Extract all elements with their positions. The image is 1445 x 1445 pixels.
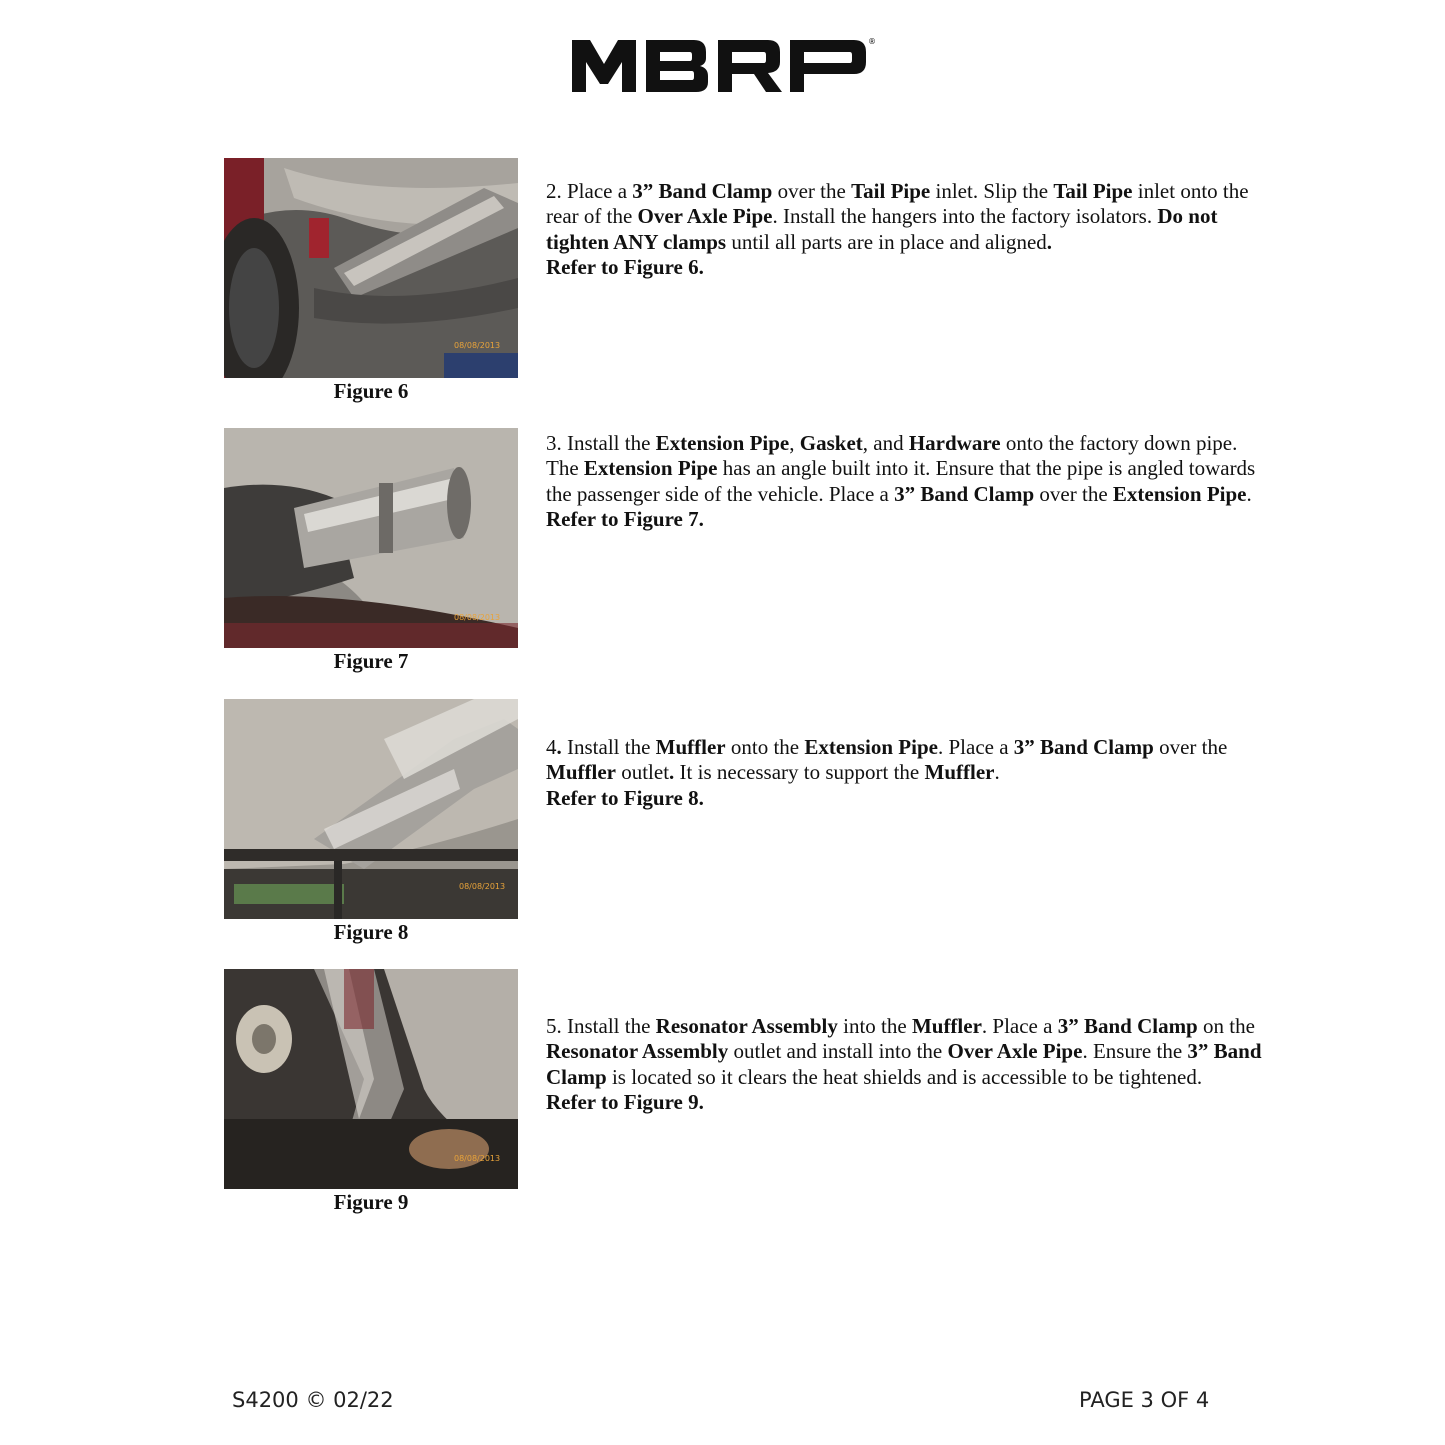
step-3-reference: Refer to Figure 7.	[546, 506, 704, 531]
figure-6-image	[224, 158, 518, 378]
page-number: PAGE 3 OF 4	[1079, 1388, 1210, 1412]
figure-8-caption: Figure 8	[333, 920, 409, 944]
figure-7-photo	[224, 428, 518, 648]
figure-7-image	[224, 428, 518, 648]
step-4-text: 4. Install the Muffler onto the Extension Pipe. Place a 3” Band Clamp over the Muffler outlet. It is necessary to support the Muffler. Refer to Figure 8.	[546, 735, 1266, 811]
step-3-text: 3. Install the Extension Pipe, Gasket, and Hardware onto the factory down pipe. The Extension Pipe has an angle built into it. Ensure that the pipe is angled towards the passenger side of the vehicle. Place a 3” Band Clamp over the Extension Pipe. Refer to Figure 7.	[546, 431, 1266, 532]
svg-text:08/08/2013: 08/08/2013	[454, 1154, 501, 1163]
svg-text:08/08/2013: 08/08/2013	[454, 341, 501, 350]
step-5-reference: Refer to Figure 9.	[546, 1089, 704, 1114]
svg-text:08/08/2013: 08/08/2013	[454, 613, 501, 622]
svg-text:08/08/2013: 08/08/2013	[459, 882, 506, 891]
figure-9-caption: Figure 9	[333, 1190, 409, 1214]
figure-8-photo	[224, 699, 518, 919]
figure-6-photo	[224, 158, 518, 378]
step-2-reference: Refer to Figure 6.	[546, 254, 704, 279]
figure-9-image	[224, 969, 518, 1189]
figure-7-caption: Figure 7	[333, 649, 409, 673]
step-5-text: 5. Install the Resonator Assembly into the Muffler. Place a 3” Band Clamp on the Resonator Assembly outlet and install into the Over Axle Pipe. Ensure the 3” Band Clamp is located so it clears the heat shields and is accessible to be tightened. Refer to Figure 9.	[546, 1014, 1266, 1115]
mbrp-logo-mark	[568, 30, 878, 100]
step-2-text: 2. Place a 3” Band Clamp over the Tail Pipe inlet. Slip the Tail Pipe inlet onto the rear of the Over Axle Pipe. Install the hangers into the factory isolators. Do not tighten ANY clamps until all parts are in place and aligned. Refer to Figure 6.	[546, 179, 1266, 280]
document-code: S4200 © 02/22	[232, 1388, 394, 1412]
figure-6-caption: Figure 6	[333, 379, 409, 403]
svg-text:®: ®	[868, 37, 876, 46]
step-4-reference: Refer to Figure 8.	[546, 785, 704, 810]
figure-8-image	[224, 699, 518, 919]
mbrp-logo	[568, 30, 878, 100]
figure-9-photo	[224, 969, 518, 1189]
